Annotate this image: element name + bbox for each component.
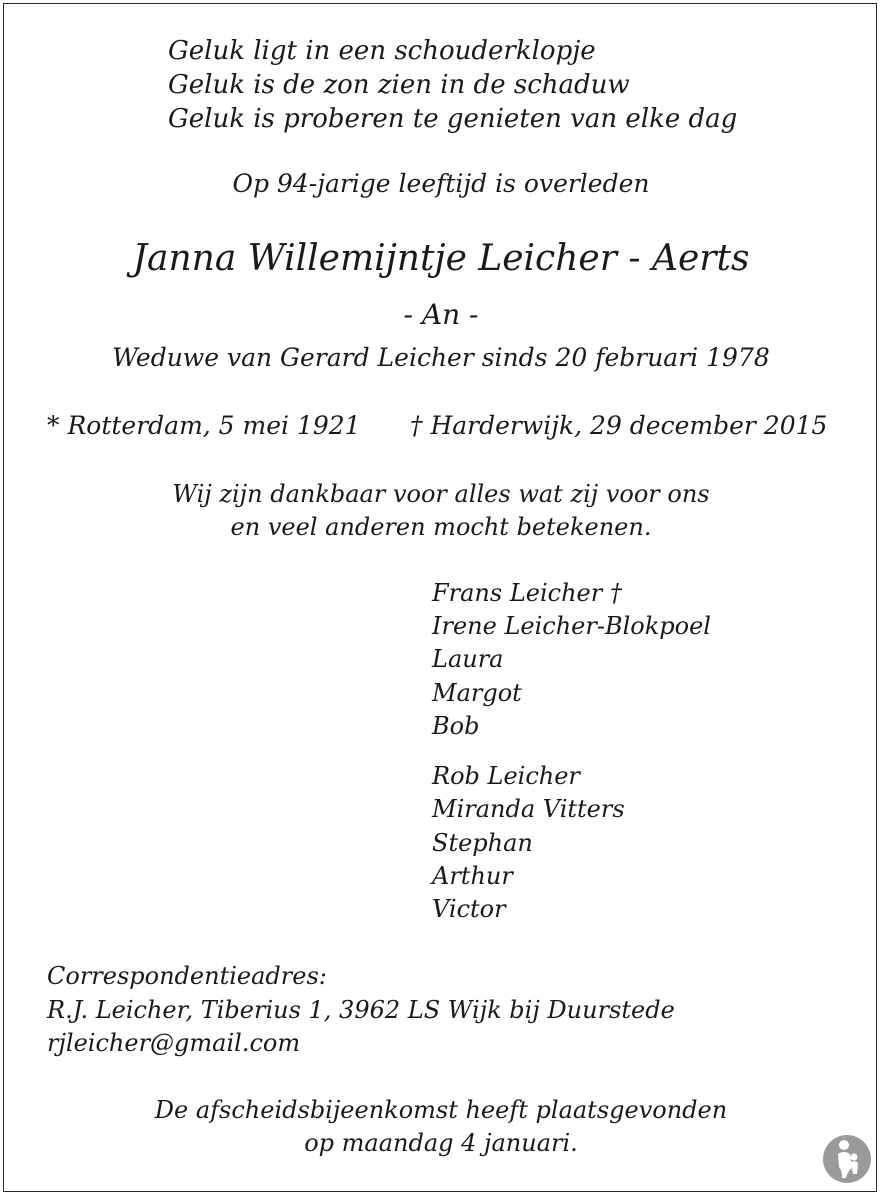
correspondence-email: rjleicher@gmail.com (47, 1029, 301, 1057)
ceremony-line-2: op maandag 4 januari. (304, 1129, 578, 1157)
relative-name: Frans Leicher † (432, 579, 622, 607)
relative-name: Rob Leicher (432, 762, 580, 790)
relative-name: Margot (432, 679, 522, 707)
poem-line-2: Geluk is de zon zien in de schaduw (168, 70, 630, 100)
intro-text: Op 94-jarige leeftijd is overleden (232, 169, 650, 198)
deceased-nickname: - An - (403, 298, 479, 331)
relative-name: Bob (432, 712, 480, 740)
relative-name: Stephan (432, 829, 533, 857)
relative-name: Laura (432, 645, 504, 673)
death-line: † Harderwijk, 29 december 2015 (410, 411, 828, 440)
thanks-line-2: en veel anderen mocht betekenen. (230, 513, 652, 541)
ceremony-line-1: De afscheidsbijeenkomst heeft plaatsgevonden (154, 1096, 728, 1124)
relative-name: Victor (432, 895, 506, 923)
relative-name: Irene Leicher-Blokpoel (432, 612, 711, 640)
publisher-logo-icon (822, 1134, 872, 1184)
deceased-name: Janna Willemijntje Leicher - Aerts (132, 238, 750, 279)
birth-line: * Rotterdam, 5 mei 1921 (47, 411, 361, 440)
correspondence-address: R.J. Leicher, Tiberius 1, 3962 LS Wijk bij Duurstede (47, 996, 675, 1024)
correspondence-label: Correspondentieadres: (47, 962, 327, 990)
widow-line: Weduwe van Gerard Leicher sinds 20 februari 1978 (112, 343, 770, 372)
poem-line-3: Geluk is proberen te genieten van elke dag (168, 104, 738, 134)
relative-name: Arthur (432, 862, 513, 890)
thanks-line-1: Wij zijn dankbaar voor alles wat zij voor ons (172, 480, 710, 508)
relative-name: Miranda Vitters (432, 795, 625, 823)
poem-line-1: Geluk ligt in een schouderklopje (168, 36, 596, 66)
